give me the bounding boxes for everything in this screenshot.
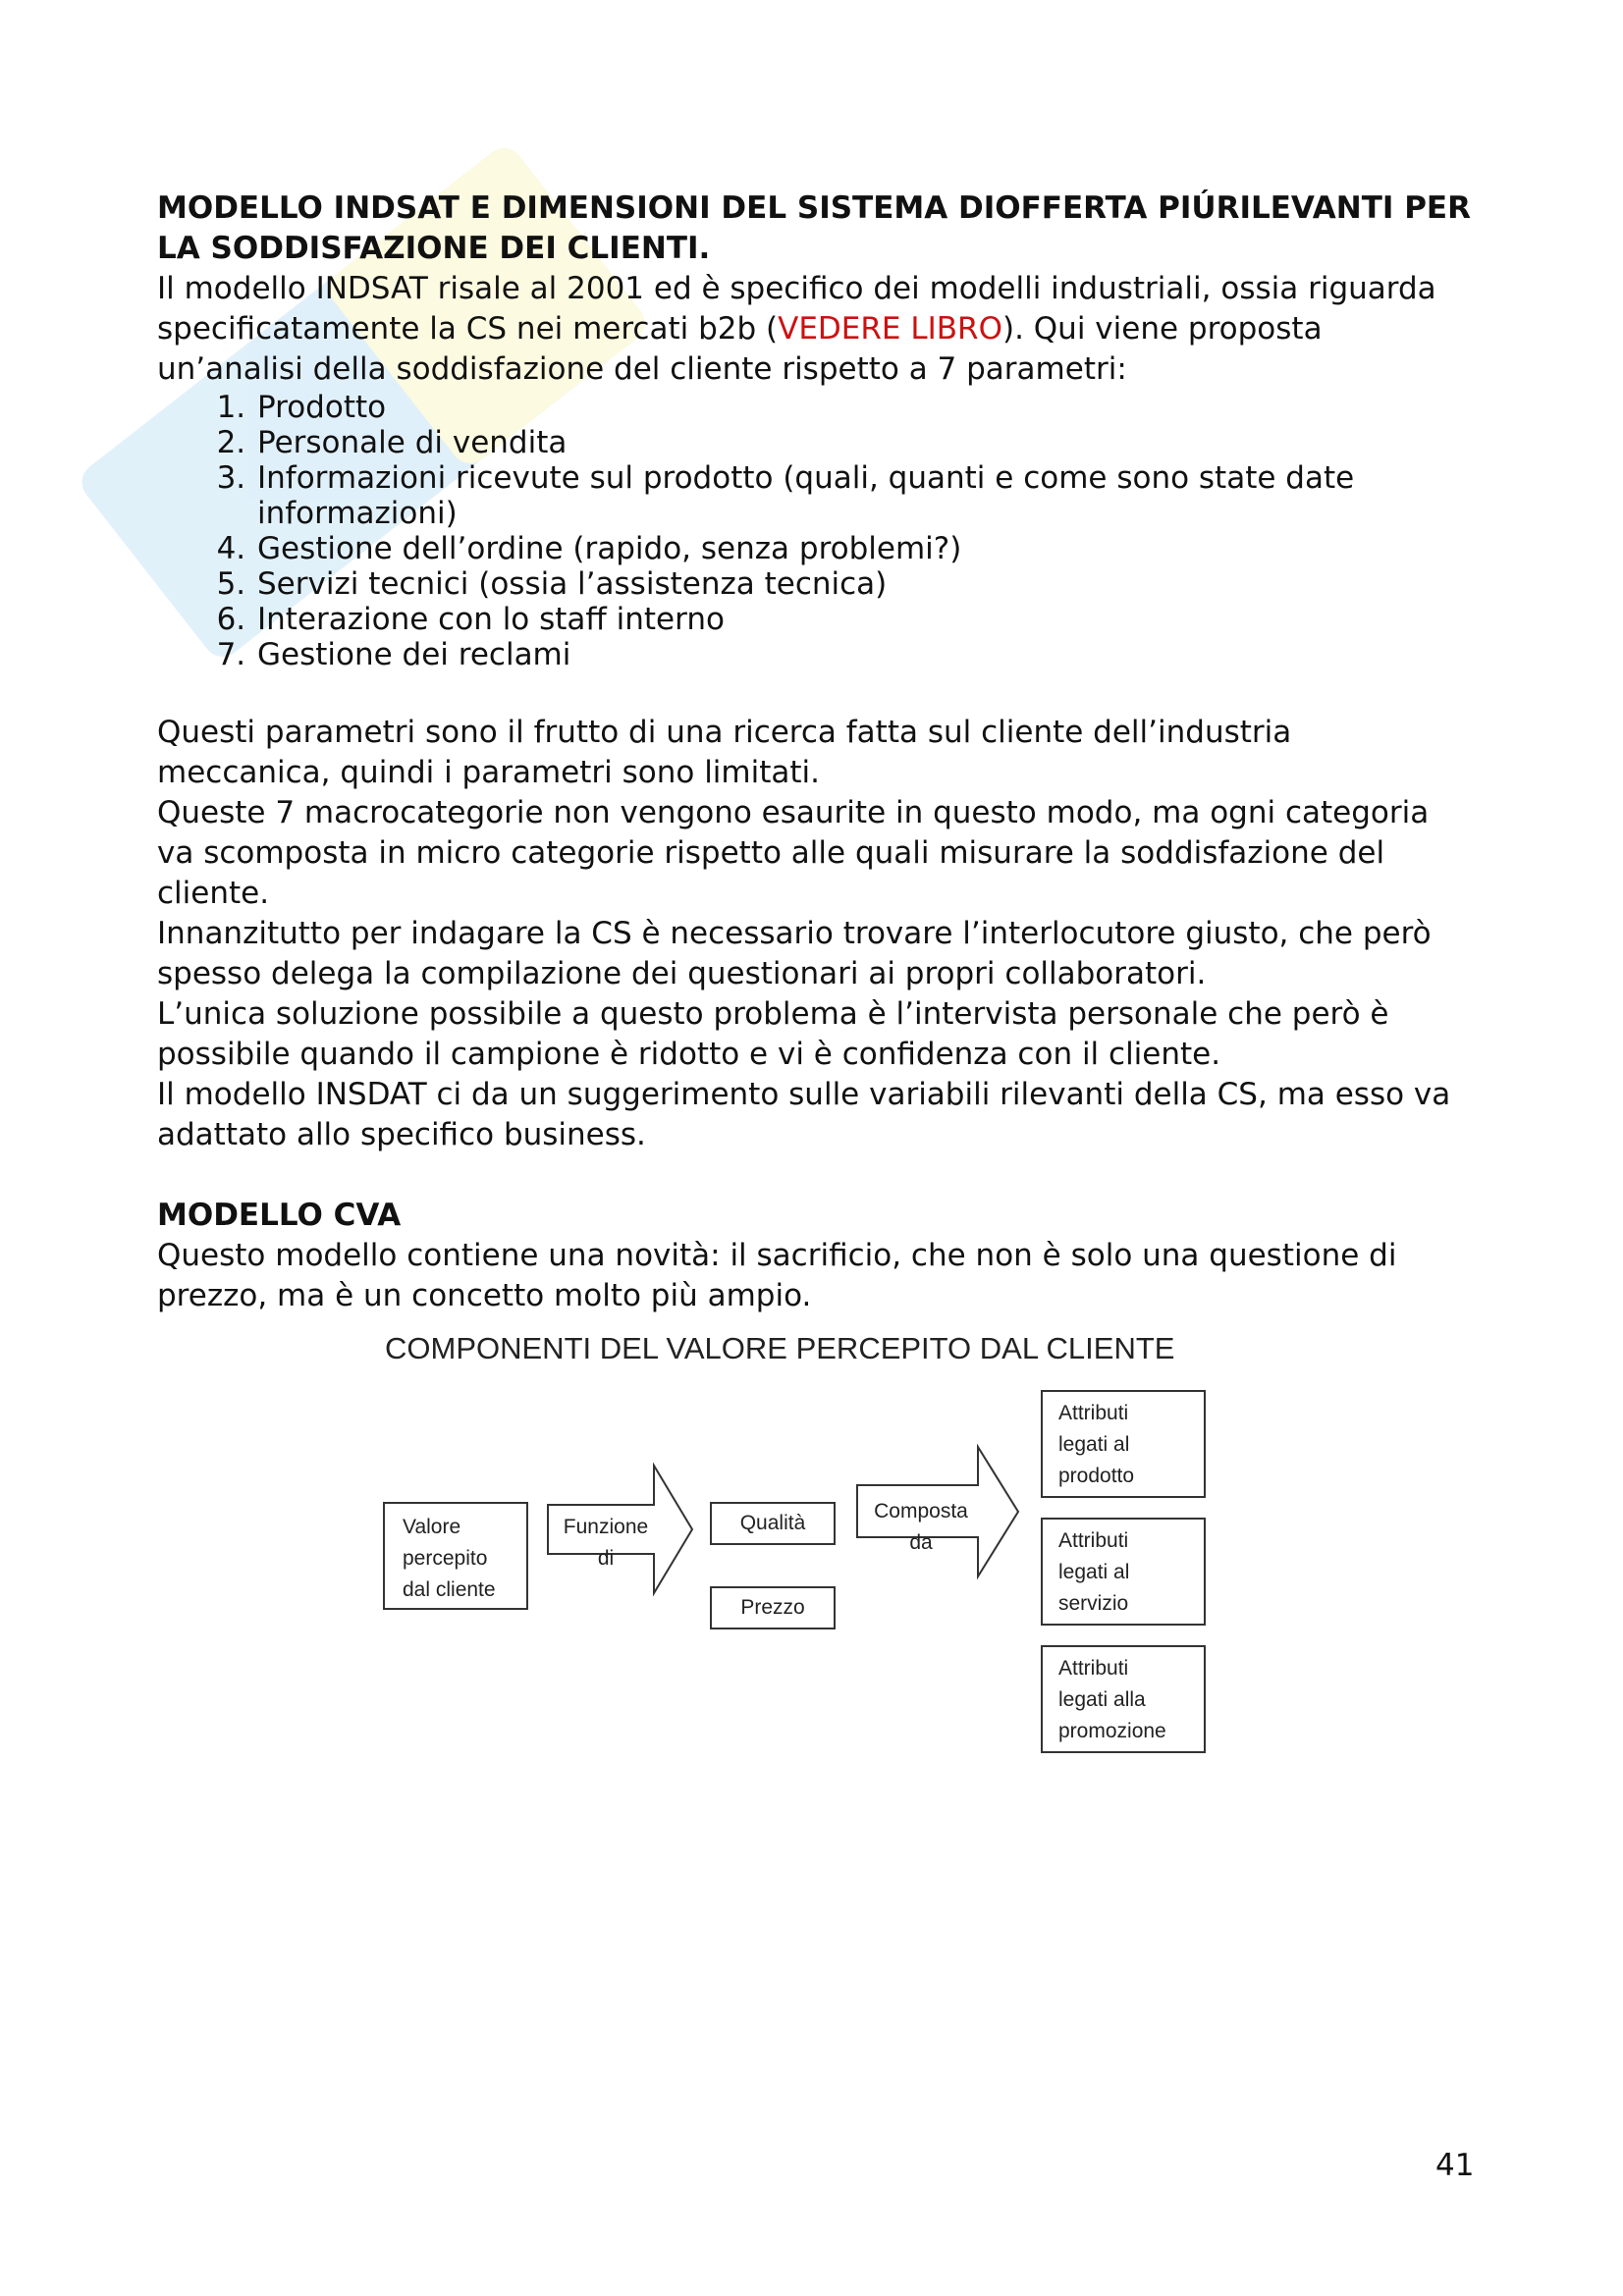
document-body bbox=[157, 188, 1473, 1316]
box-attr-line: legati alla bbox=[1058, 1688, 1146, 1711]
parameter-list bbox=[157, 390, 1473, 672]
page-number: 41 bbox=[1435, 2148, 1475, 2183]
value-components-diagram bbox=[373, 1325, 1257, 1767]
label-funzione-di bbox=[558, 1512, 654, 1575]
label-funzione-line: di bbox=[597, 1547, 615, 1570]
paragraph: Questo modello contiene una novità: il sacrificio, che non è solo una questione di prezzo, ma è un concetto molto più ampio. bbox=[157, 1238, 1397, 1313]
box-prezzo bbox=[710, 1586, 836, 1629]
box-attr-line: Attributi bbox=[1058, 1402, 1129, 1424]
box-attributi-prodotto bbox=[1041, 1390, 1206, 1498]
list-item: 2. Personale di vendita bbox=[255, 425, 1473, 460]
paragraph: Questi parametri sono il frutto di una ricerca fatta sul cliente dell’industria meccanica, quindi i parametri sono limitati. bbox=[157, 715, 1292, 790]
box-attributi-promozione bbox=[1041, 1645, 1206, 1753]
list-item: 1. Prodotto bbox=[255, 390, 1473, 425]
label-composta-da bbox=[867, 1496, 975, 1559]
box-valore-line: Valore bbox=[403, 1516, 461, 1538]
paragraph: Innanzitutto per indagare la CS è necessario trovare l’interlocutore giusto, che però spesso delega la compilazione dei questionari ai propri collaboratori. bbox=[157, 916, 1432, 991]
label-funzione-line: Funzione bbox=[563, 1516, 649, 1538]
see-book-note: VEDERE LIBRO bbox=[778, 311, 1002, 347]
intro-text-end: ). Qui viene proposta un’analisi della soddisfazione del cliente rispetto a 7 parametri: bbox=[157, 311, 1323, 387]
label-composta-line: da bbox=[909, 1531, 933, 1554]
list-item: 6. Interazione con lo staff interno bbox=[255, 602, 1473, 637]
intro-paragraph bbox=[157, 269, 1473, 390]
box-attr-line: Attributi bbox=[1058, 1657, 1129, 1680]
box-attr-line: promozione bbox=[1058, 1720, 1166, 1742]
box-attr-line: servizio bbox=[1058, 1592, 1129, 1615]
box-valore-line: dal cliente bbox=[403, 1578, 496, 1601]
box-qualita-label: Qualità bbox=[739, 1512, 806, 1534]
box-attr-line: legati al bbox=[1058, 1561, 1130, 1583]
box-attr-line: Attributi bbox=[1058, 1529, 1129, 1552]
box-valore-line: percepito bbox=[403, 1547, 488, 1570]
diagram-title: COMPONENTI DEL VALORE PERCEPITO DAL CLIENTE bbox=[385, 1331, 1175, 1365]
box-attributi-servizio bbox=[1041, 1518, 1206, 1626]
box-qualita bbox=[710, 1502, 836, 1545]
paragraph: Queste 7 macrocategorie non vengono esaurite in questo modo, ma ogni categoria va scomposta in micro categorie rispetto alle quali misurare la soddisfazione del cliente. bbox=[157, 795, 1430, 911]
box-attr-line: prodotto bbox=[1058, 1465, 1135, 1487]
box-prezzo-label: Prezzo bbox=[740, 1596, 805, 1619]
box-valore-percepito bbox=[383, 1502, 528, 1610]
paragraph: Il modello INSDAT ci da un suggerimento sulle variabili rilevanti della CS, ma esso va adattato allo specifico business. bbox=[157, 1077, 1451, 1152]
label-composta-line: Composta bbox=[874, 1500, 968, 1522]
list-item: 3. Informazioni ricevute sul prodotto (quali, quanti e come sono state date informazioni) bbox=[255, 460, 1473, 531]
paragraph: L’unica soluzione possibile a questo problema è l’intervista personale che però è possibile quando il campione è ridotto e vi è confidenza con il cliente. bbox=[157, 996, 1389, 1072]
list-item: 5. Servizi tecnici (ossia l’assistenza tecnica) bbox=[255, 566, 1473, 602]
section-heading-indsat: MODELLO INDSAT E DIMENSIONI DEL SISTEMA DIOFFERTA PIÚRILEVANTI PER LA SODDISFAZIONE DEI CLIENTI. bbox=[157, 190, 1471, 266]
section-heading-cva: MODELLO CVA bbox=[157, 1198, 402, 1233]
list-item: 4. Gestione dell’ordine (rapido, senza problemi?) bbox=[255, 531, 1473, 566]
intro-text-start: Il modello INDSAT risale al 2001 ed è specifico dei modelli industriali, ossia riguarda specificatamente la CS nei mercati b2b ( bbox=[157, 271, 1436, 347]
list-item: 7. Gestione dei reclami bbox=[255, 637, 1473, 672]
box-attr-line: legati al bbox=[1058, 1433, 1130, 1456]
